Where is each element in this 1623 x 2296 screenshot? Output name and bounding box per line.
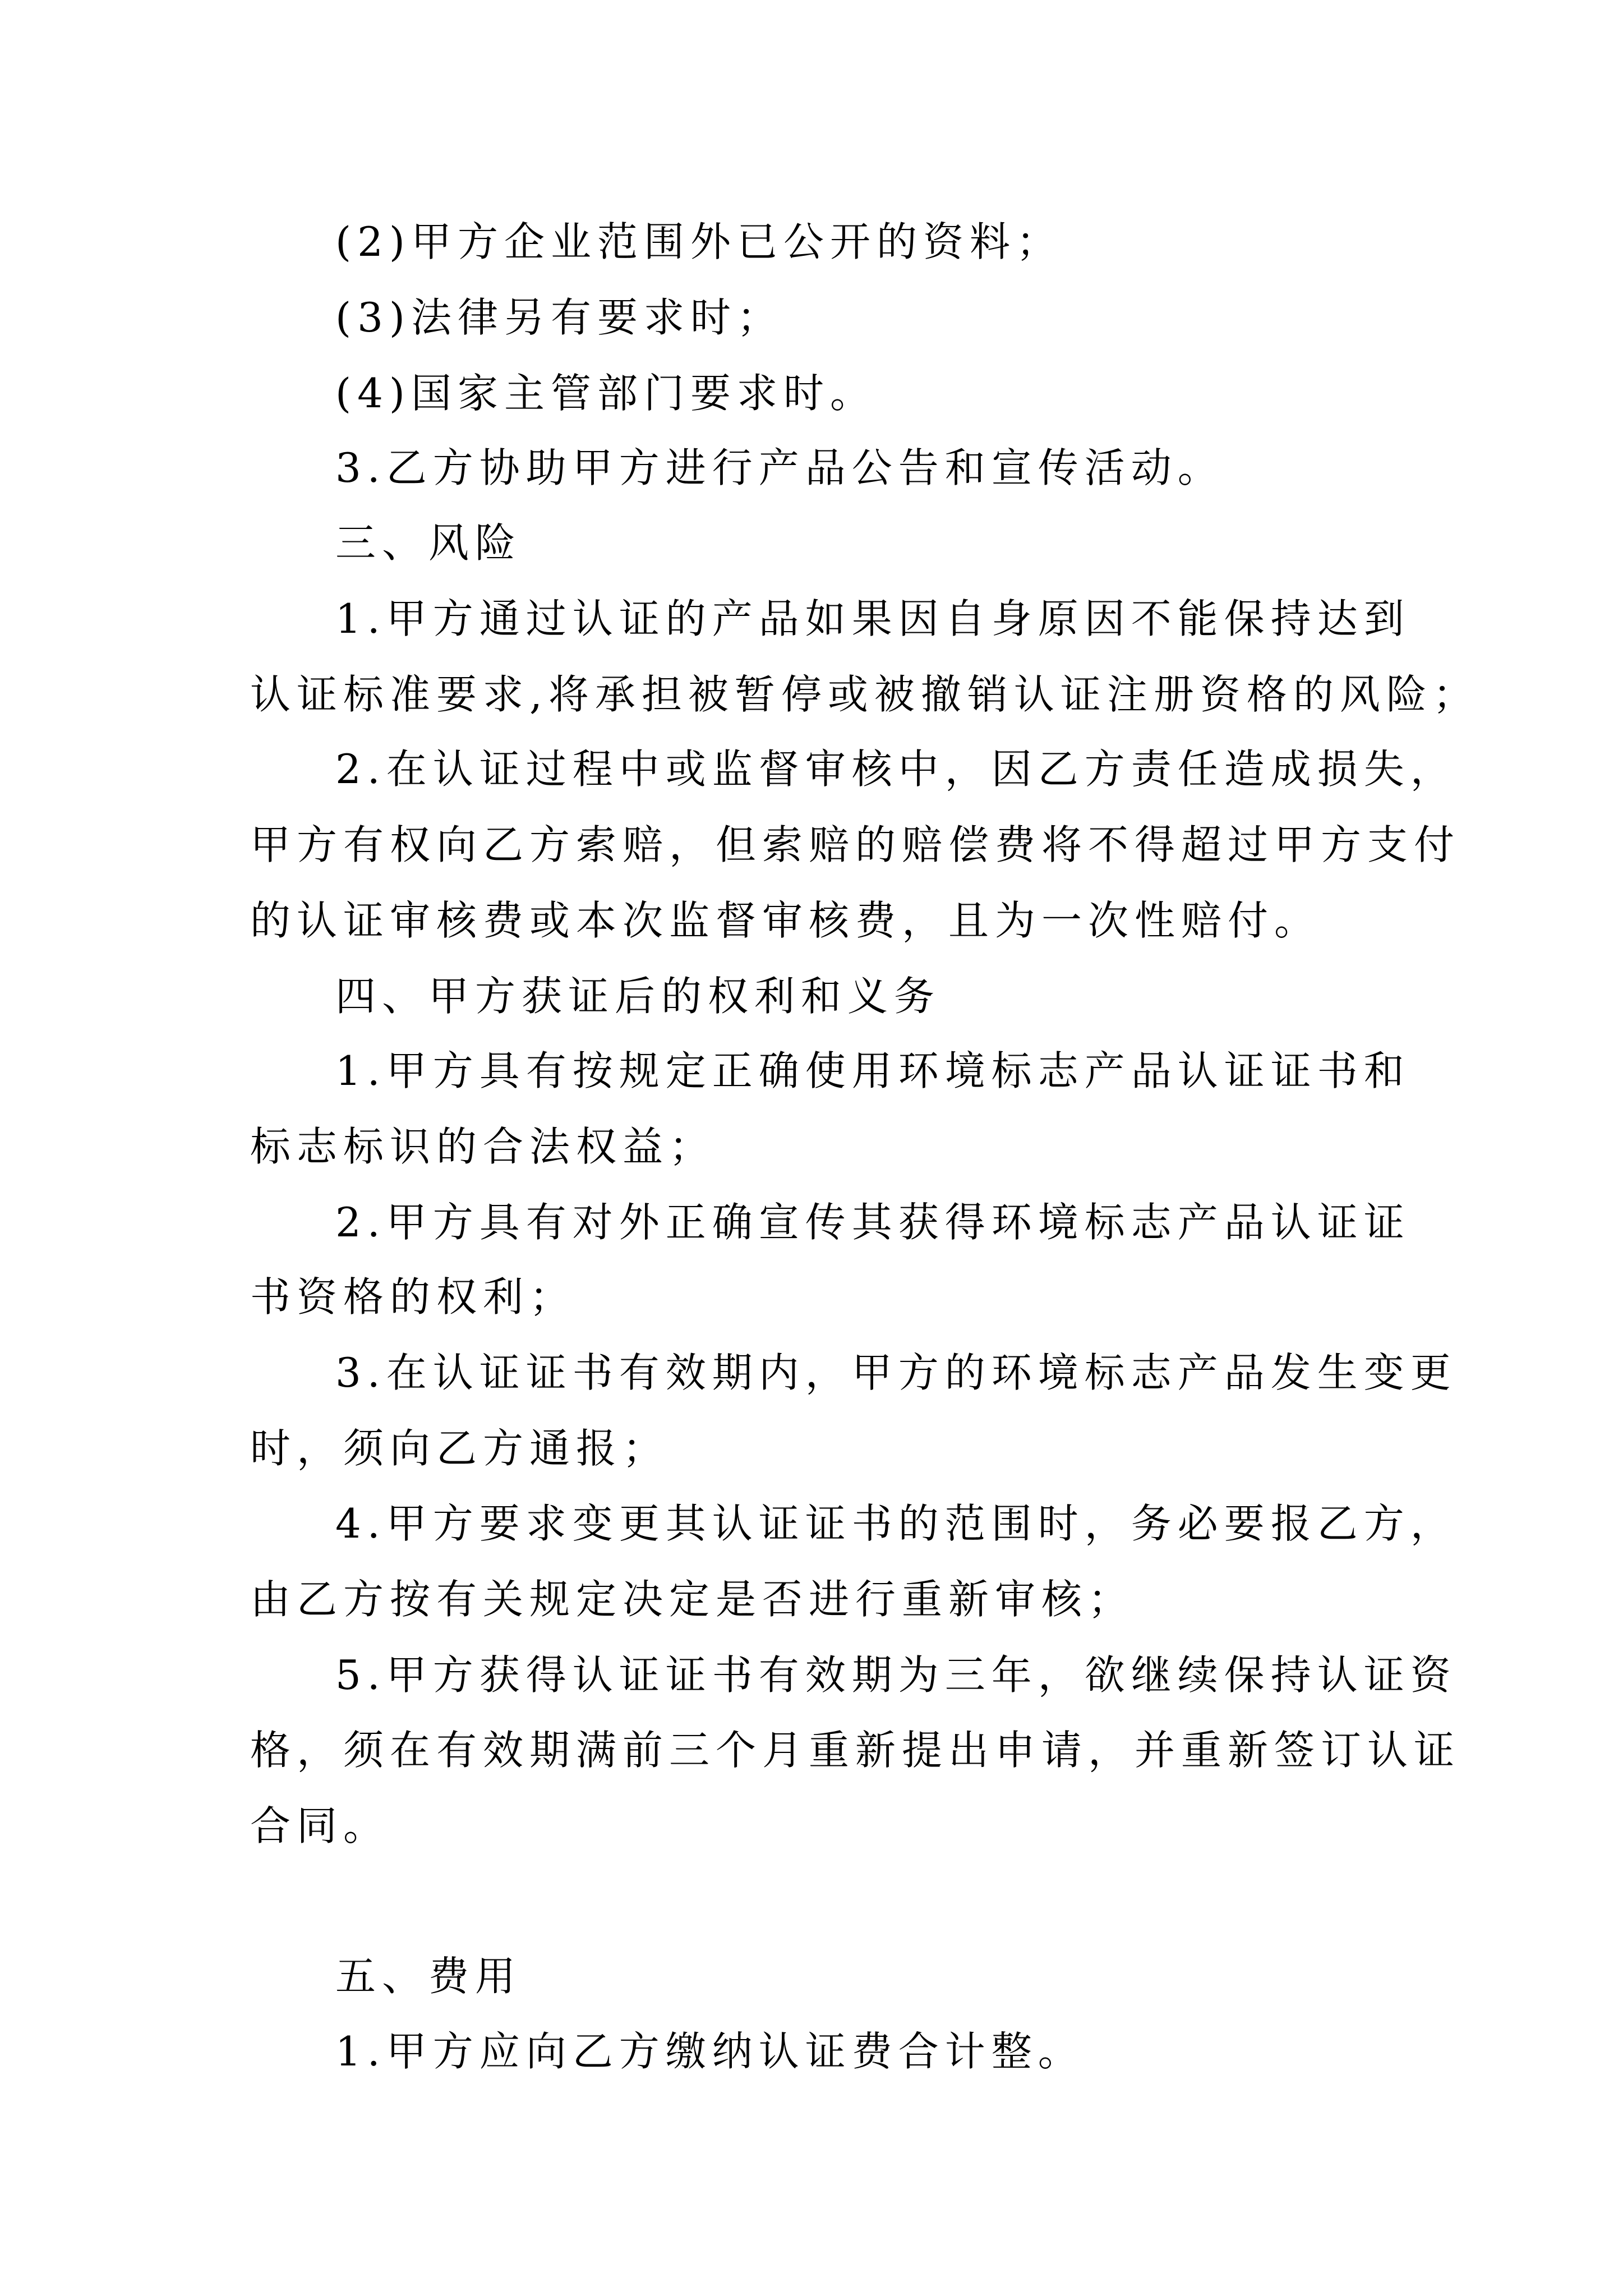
text-line: 1.甲方应向乙方缴纳认证费合计整。 xyxy=(335,2028,1085,2075)
text-line: 时，须向乙方通报； xyxy=(250,1425,670,1472)
text-line: 甲方有权向乙方索赔，但索赔的赔偿费将不得超过甲方支付 xyxy=(250,821,1461,868)
text-line: 4.甲方要求变更其认证证书的范围时，务必要报乙方， xyxy=(335,1500,1457,1547)
text-line: 的认证审核费或本次监督审核费，且为一次性赔付。 xyxy=(250,897,1321,944)
text-line: (4)国家主管部门要求时。 xyxy=(335,370,877,417)
section-heading: 三、风险 xyxy=(335,519,522,567)
text-line: 格，须在有效期满前三个月重新提出申请，并重新签订认证 xyxy=(250,1727,1461,1774)
text-line: 标志标识的合法权益； xyxy=(250,1123,716,1170)
text-line: 合同。 xyxy=(250,1802,390,1849)
text-line: 由乙方按有关规定决定是否进行重新审核； xyxy=(250,1576,1135,1623)
text-line: 书资格的权利； xyxy=(250,1273,577,1320)
text-line: 1.甲方通过认证的产品如果因自身原因不能保持达到 xyxy=(335,595,1410,642)
text-line: 1.甲方具有按规定正确使用环境标志产品认证证书和 xyxy=(335,1047,1410,1094)
text-line: (2)甲方企业范围外已公开的资料； xyxy=(335,218,1063,265)
text-line: 认证标准要求,将承担被暂停或被撤销认证注册资格的风险； xyxy=(250,671,1479,718)
section-heading: 五、费用 xyxy=(335,1953,522,2000)
text-line: 3.乙方协助甲方进行产品公告和宣传活动。 xyxy=(335,444,1224,491)
section-heading: 四、甲方获证后的权利和义务 xyxy=(335,973,941,1020)
text-line: (3)法律另有要求时； xyxy=(335,294,783,341)
text-line: 3.在认证证书有效期内，甲方的环境标志产品发生变更 xyxy=(335,1349,1457,1396)
text-line: 5.甲方获得认证证书有效期为三年，欲继续保持认证资 xyxy=(335,1651,1457,1699)
text-line: 2.在认证过程中或监督审核中，因乙方责任造成损失， xyxy=(335,746,1457,793)
text-line: 2.甲方具有对外正确宣传其获得环境标志产品认证证 xyxy=(335,1199,1410,1246)
